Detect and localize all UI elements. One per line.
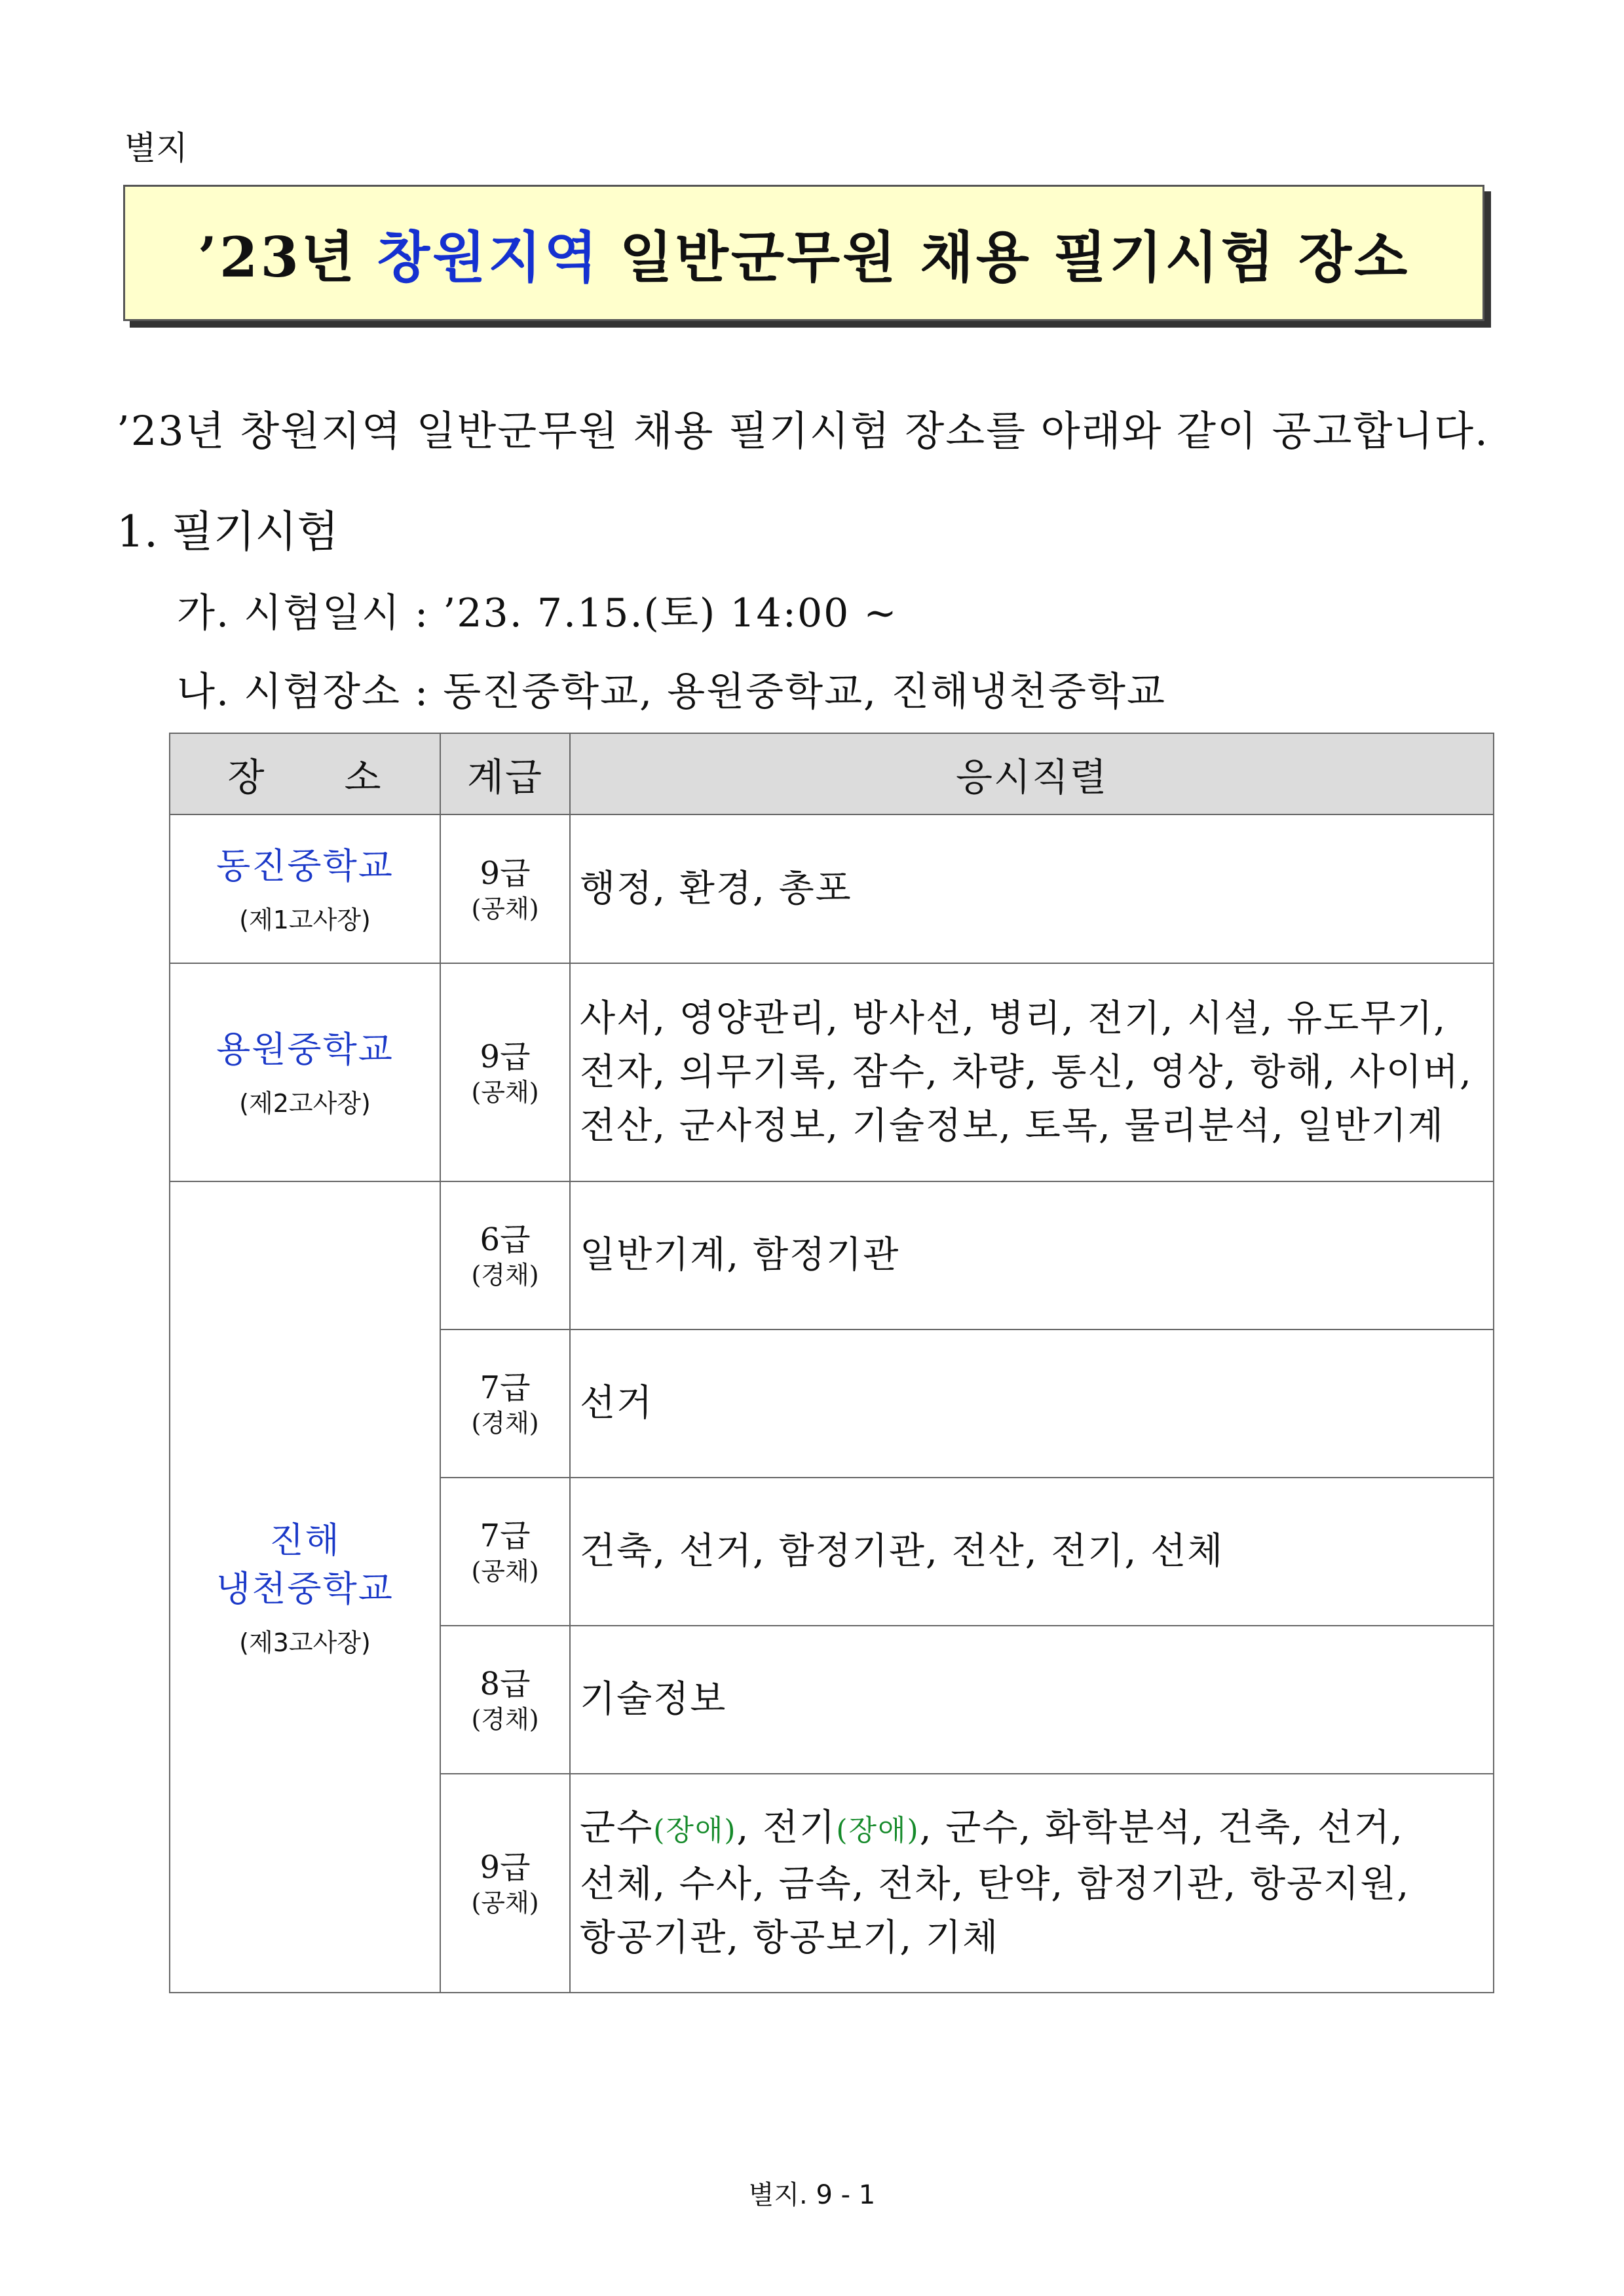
grade-type: (경채) [471,1705,539,1734]
exam-datetime: 가. 시험일시 : ’23. 7.15.(토) 14:00 ~ [177,590,898,636]
venue-room: (제2고사장) [239,1089,371,1118]
grade-level: 8급 [480,1666,531,1702]
grade-level: 6급 [480,1221,531,1258]
job-text: , 군수, 화학분석, 건축, 선거, [919,1807,1404,1849]
attachment-label: 별지 [124,129,188,167]
jobs-cell [570,1330,1494,1478]
header-place: 장 소 [170,733,440,814]
jobs-cell [570,1626,1494,1774]
disability-note: (장애) [653,1814,737,1847]
venue-room: (제3고사장) [239,1628,371,1657]
grade-cell [440,814,570,963]
intro-text: ’23년 창원지역 일반군무원 채용 필기시험 장소를 아래와 같이 공고합니다. [117,407,1489,455]
table-row [170,814,1494,963]
venue-room: (제1고사장) [239,906,371,934]
grade-type: (공채) [471,894,539,923]
jobs-cell [570,1181,1494,1330]
jobs-line: 전자, 의무기록, 잠수, 차량, 통신, 영상, 항해, 사이버, [580,1050,1473,1094]
page-footer: 별지. 9 - 1 [748,2180,876,2210]
grade-cell [440,1774,570,1993]
jobs-line [580,1801,1493,1858]
jobs-line: 기술정보 [580,1678,727,1721]
grade-type: (공채) [471,1557,539,1586]
jobs-line: 항공기관, 항공보기, 기체 [580,1917,1000,1959]
jobs-line: 건축, 선거, 함정기관, 전산, 전기, 선체 [580,1530,1224,1573]
grade-level: 9급 [480,1038,531,1075]
grade-type: (경채) [471,1409,539,1438]
grade-level: 7급 [480,1369,531,1406]
jobs-line: 선거 [580,1382,654,1425]
title-suffix: 일반군무원 채용 필기시험 장소 [619,224,1410,290]
grade-type: (공채) [471,1888,539,1917]
grade-cell [440,1626,570,1774]
grade-level: 9급 [480,1849,531,1886]
venue-name: 냉천중학교 [216,1567,394,1609]
grade-cell [440,1478,570,1626]
table-row [170,1181,1494,1330]
grade-cell [440,963,570,1181]
jobs-cell [570,1774,1494,1993]
table-header-row [170,733,1494,814]
jobs-cell [570,963,1494,1181]
job-text: 군수 [580,1807,654,1849]
jobs-line: 행정, 환경, 총포 [580,867,852,910]
jobs-cell [570,1478,1494,1626]
title-highlight: 창원지역 [377,224,600,290]
venue-table [169,733,1494,1993]
venue-cell [170,1181,440,1993]
jobs-line: 선체, 수사, 금속, 전차, 탄약, 함정기관, 항공지원, [580,1863,1410,1905]
venue-name: 진해 [269,1519,341,1561]
section-heading: 1. 필기시험 [117,507,339,557]
grade-level: 7급 [480,1518,531,1554]
exam-locations: 나. 시험장소 : 동진중학교, 용원중학교, 진해냉천중학교 [177,669,1166,715]
header-jobs: 응시직렬 [570,733,1494,814]
jobs-cell [570,814,1494,963]
table-row [170,963,1494,1181]
venue-cell [170,963,440,1181]
job-text: , 전기 [736,1807,837,1849]
disability-note: (장애) [836,1814,920,1847]
document-title [123,185,1484,321]
header-grade: 계급 [440,733,570,814]
grade-level: 9급 [480,854,531,892]
venue-name: 용원중학교 [216,1029,394,1070]
grade-type: (공채) [471,1077,539,1107]
grade-type: (경채) [471,1261,539,1290]
jobs-line: 전산, 군사정보, 기술정보, 토목, 물리분석, 일반기계 [580,1104,1445,1147]
title-prefix: ’23년 [197,224,358,290]
jobs-line: 사서, 영양관리, 방사선, 병리, 전기, 시설, 유도무기, [580,997,1447,1040]
grade-cell [440,1330,570,1478]
venue-name: 동진중학교 [216,845,394,887]
venue-cell [170,814,440,963]
jobs-line: 일반기계, 함정기관 [580,1234,900,1276]
grade-cell [440,1181,570,1330]
